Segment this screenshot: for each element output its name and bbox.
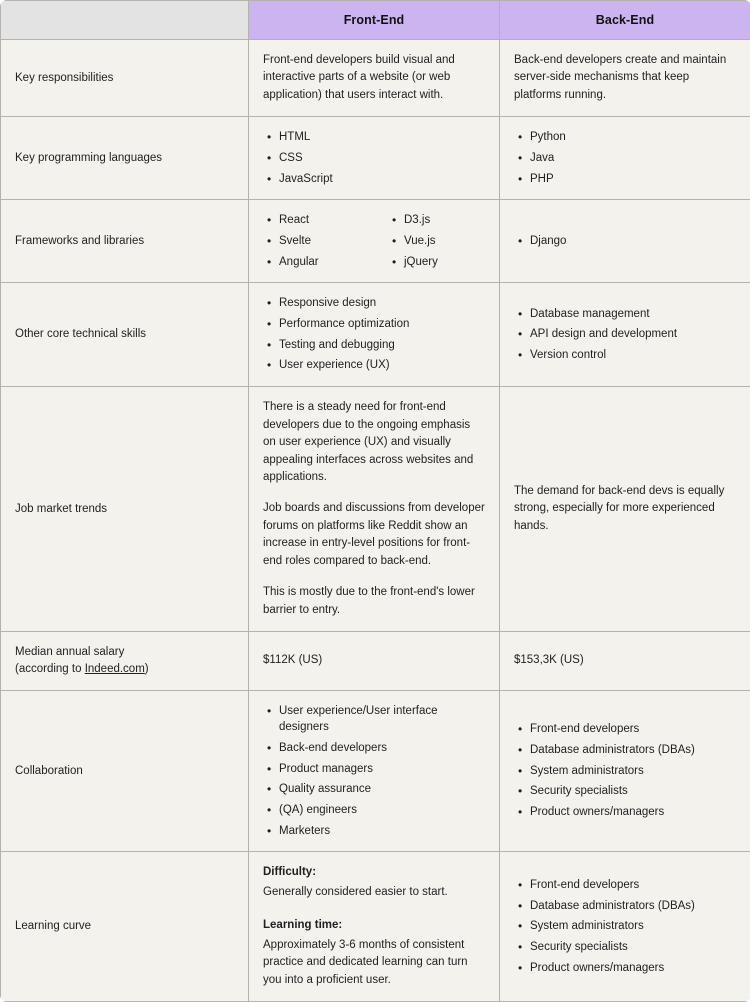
cell-front-frameworks-and-libraries (249, 200, 500, 283)
cell-front-learning-curve (249, 852, 500, 1002)
table-row-other-core-technical-skills (1, 283, 750, 387)
list-item: • Security specialists (530, 939, 736, 956)
list-item: • React (279, 212, 360, 229)
list-item: • Responsive design (279, 295, 485, 312)
table-body (1, 40, 750, 1002)
list-item: • JavaScript (279, 171, 485, 188)
list-item: • (QA) engineers (279, 802, 485, 819)
list-item: • Angular (279, 254, 360, 271)
list-item: • PHP (530, 171, 736, 188)
text-block (263, 917, 485, 989)
cell-front-collaboration (249, 690, 500, 852)
list-item: • API design and development (530, 326, 736, 343)
table-row-job-market-trends (1, 387, 750, 632)
list-item: • Version control (530, 347, 736, 364)
paragraph: This is mostly due to the front-end's lower barrier to entry. (263, 584, 485, 619)
table-row-frameworks-and-libraries (1, 200, 750, 283)
salary-label-prefix: (according to (15, 663, 85, 675)
list-item: • User experience/User interface designers (279, 703, 485, 736)
paragraph-group-front-trends (263, 399, 485, 619)
paragraph: Job boards and discussions from developer forums on platforms like Reddit show an increase in entry-level positions for front-end roles compared to back-end. (263, 500, 485, 570)
text-block-title: Learning time: (263, 917, 485, 934)
text-block-body: Generally considered easier to start. (263, 884, 485, 901)
list-item: • Performance optimization (279, 316, 485, 333)
salary-label-suffix: ) (145, 663, 149, 675)
list-item: • D3.js (404, 212, 485, 229)
row-label-frameworks-and-libraries: Frameworks and libraries (1, 200, 249, 283)
header-cell-back-end: Back-End (500, 1, 750, 40)
list-item: • Database administrators (DBAs) (530, 898, 736, 915)
bullet-list-front-frameworks-col1 (263, 212, 360, 270)
row-label-median-annual-salary (1, 632, 249, 690)
list-item: • Product owners/managers (530, 960, 736, 977)
list-item: • Back-end developers (279, 740, 485, 757)
list-item: • User experience (UX) (279, 357, 485, 374)
list-item: • CSS (279, 150, 485, 167)
salary-label-line1: Median annual salary (15, 646, 124, 658)
cell-front-key-responsibilities: Front-end developers build visual and interactive parts of a website (or web application) that users interact with. (249, 40, 500, 117)
list-item: • Marketers (279, 823, 485, 840)
list-item: • Database administrators (DBAs) (530, 742, 736, 759)
bullet-list-front-collaboration (263, 703, 485, 840)
row-label-other-core-technical-skills: Other core technical skills (1, 283, 249, 387)
bullet-list-front-languages (263, 129, 485, 187)
cell-back-collaboration (500, 690, 750, 852)
block-group-front-learning (263, 864, 485, 989)
table-row-collaboration (1, 690, 750, 852)
table-row-key-responsibilities (1, 40, 750, 117)
cell-back-key-programming-languages (500, 117, 750, 200)
cell-front-key-programming-languages (249, 117, 500, 200)
row-label-key-programming-languages: Key programming languages (1, 117, 249, 200)
text-block-body: Approximately 3-6 months of consistent practice and dedicated learning can turn you into a proficient user. (263, 937, 485, 989)
list-item: • Django (530, 233, 736, 250)
cell-back-learning-curve (500, 852, 750, 1002)
table-header (1, 1, 750, 40)
list-item: • Security specialists (530, 783, 736, 800)
row-label-collaboration: Collaboration (1, 690, 249, 852)
list-item: • Testing and debugging (279, 337, 485, 354)
table-row-learning-curve (1, 852, 750, 1002)
cell-back-other-core-technical-skills (500, 283, 750, 387)
list-item: • Quality assurance (279, 781, 485, 798)
list-item: • Svelte (279, 233, 360, 250)
list-item: • Product owners/managers (530, 804, 736, 821)
list-item: • Front-end developers (530, 877, 736, 894)
bullet-list-back-frameworks (514, 233, 736, 250)
row-label-key-responsibilities: Key responsibilities (1, 40, 249, 117)
list-item: • System administrators (530, 763, 736, 780)
list-item: • Java (530, 150, 736, 167)
indeed-link[interactable]: Indeed.com (85, 663, 145, 675)
cell-back-frameworks-and-libraries (500, 200, 750, 283)
table-row-key-programming-languages (1, 117, 750, 200)
cell-front-median-annual-salary: $112K (US) (249, 632, 500, 690)
bullet-list-back-learning (514, 877, 736, 976)
list-item: • Product managers (279, 761, 485, 778)
header-row (1, 1, 750, 40)
cell-back-job-market-trends: The demand for back-end devs is equally strong, especially for more experienced hands. (500, 387, 750, 632)
list-item: • System administrators (530, 918, 736, 935)
bullet-list-back-skills (514, 306, 736, 364)
list-item: • jQuery (404, 254, 485, 271)
header-cell-front-end: Front-End (249, 1, 500, 40)
bullet-list-front-frameworks-col2 (388, 212, 485, 270)
list-item: • Front-end developers (530, 721, 736, 738)
paragraph: There is a steady need for front-end developers due to the ongoing emphasis on user experience (UX) and visually appealing interfaces across websites and applications. (263, 399, 485, 486)
bullet-list-front-skills (263, 295, 485, 374)
bullet-list-back-collaboration (514, 721, 736, 820)
cell-back-median-annual-salary: $153,3K (US) (500, 632, 750, 690)
bullet-columns-front-frameworks (263, 212, 485, 270)
cell-back-key-responsibilities: Back-end developers create and maintain server-side mechanisms that keep platforms running. (500, 40, 750, 117)
list-item: • HTML (279, 129, 485, 146)
header-cell-blank (1, 1, 249, 40)
cell-front-job-market-trends (249, 387, 500, 632)
cell-front-other-core-technical-skills (249, 283, 500, 387)
text-block (263, 864, 485, 901)
list-item: • Database management (530, 306, 736, 323)
row-label-learning-curve: Learning curve (1, 852, 249, 1002)
list-item: • Vue.js (404, 233, 485, 250)
bullet-list-back-languages (514, 129, 736, 187)
text-block-title: Difficulty: (263, 864, 485, 881)
table-row-median-annual-salary (1, 632, 750, 690)
list-item: • Python (530, 129, 736, 146)
row-label-job-market-trends: Job market trends (1, 387, 249, 632)
